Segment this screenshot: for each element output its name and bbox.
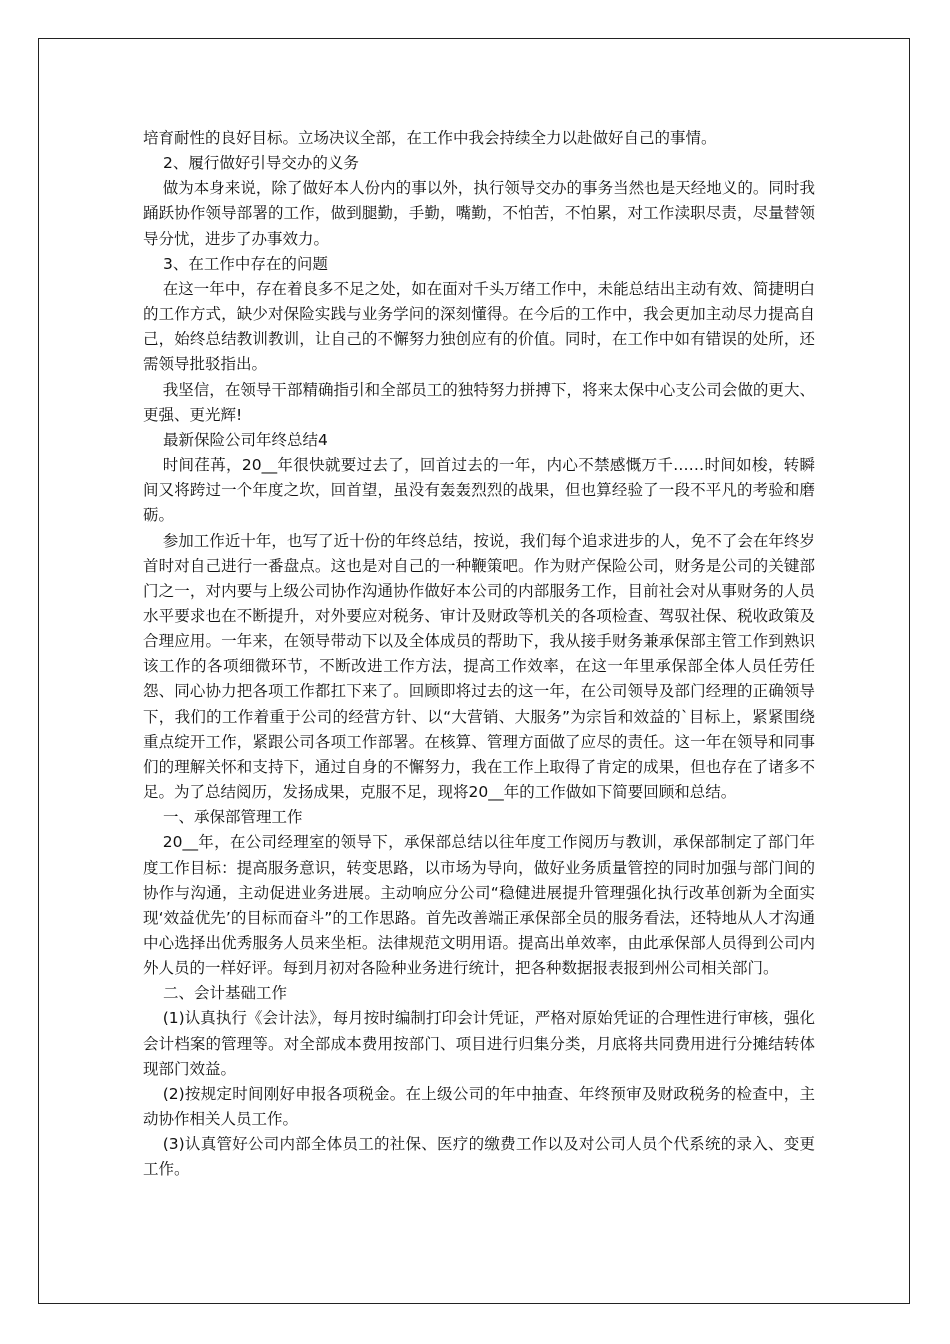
section-heading-underwriting: 一、承保部管理工作 xyxy=(163,808,303,827)
paragraph-1: 培育耐性的良好目标。立场决议全部，在工作中我会持续全力以赴做好自己的事情。 xyxy=(143,129,717,147)
paragraph-8: 时间荏苒，20__年很快就要过去了，回首过去的一年，内心不禁感慨万千……时间如梭，转瞬间又将跨过一个年度之坎，回首望，虽没有轰轰烈烈的战果，但也算经验了一段不平凡的考验和磨砺。 xyxy=(143,456,815,525)
list-item-3: (3)认真管好公司内部全体员工的社保、医疗的缴费工作以及对公司人员个代系统的录入、变更工作。 xyxy=(143,1135,815,1179)
section-heading-3-problems: 3、在工作中存在的问题 xyxy=(163,254,328,273)
paragraph-11: 20__年，在公司经理室的领导下，承保部总结以往年度工作阅历与教训，承保部制定了部门年度工作目标：提高服务意识，转变思路，以市场为导向，做好业务质量管控的同时加强与部门间的协作与沟通，主动促进业务进展。主动响应分公司“稳健进展提升管理强化执行改革创新为全面实现‘效益优先’的目标而奋斗”的工作思路。首先改善端正承保部全员的服务看法，还特地从人才沟通中心选择出优秀服务人员来坐柜。法律规范文明用语。提高出单效率，由此承保部人员得到公司内外人员的一样好评。每到月初对各险种业务进行统计，把各种数据报表报到州公司相关部门。 xyxy=(143,833,815,978)
document-body xyxy=(143,126,815,1183)
article-title-4: 最新保险公司年终总结4 xyxy=(163,430,328,449)
list-item-1: (1)认真执行《会计法》，每月按时编制打印会计凭证，严格对原始凭证的合理性进行审核，强化会计档案的管理等。对全部成本费用按部门、项目进行归集分类，月底将共同费用进行分摊结转体现部门效益。 xyxy=(143,1009,815,1078)
paragraph-3: 做为本身来说，除了做好本人份内的事以外，执行领导交办的事务当然也是天经地义的。同时我踊跃协作领导部署的工作，做到腿勤，手勤，嘴勤，不怕苦，不怕累，对工作渎职尽责，尽量替领导分忧，进步了办事效力。 xyxy=(143,179,815,248)
section-heading-accounting: 二、会计基础工作 xyxy=(163,984,288,1003)
paragraph-9: 参加工作近十年，也写了近十份的年终总结，按说，我们每个追求进步的人，免不了会在年终岁首时对自己进行一番盘点。这也是对自己的一种鞭策吧。作为财产保险公司，财务是公司的关键部门之一，对内要与上级公司协作沟通协作做好本公司的内部服务工作，目前社会对从事财务的人员水平要求也在不断提升，对外要应对税务、审计及财政等机关的各项检查、驾驭社保、税收政策及合理应用。一年来，在领导带动下以及全体成员的帮助下，我从接手财务兼承保部主管工作到熟识该工作的各项细微环节，不断改进工作方法，提高工作效率，在这一年里承保部全体人员任劳任怨、同心协力把各项工作都扛下来了。回顾即将过去的这一年，在公司领导及部门经理的正确领导下，我们的工作着重于公司的经营方针、以“大营销、大服务”为宗旨和效益的`目标上，紧紧围绕重点绽开工作，紧跟公司各项工作部署。在核算、管理方面做了应尽的责任。这一年在领导和同事们的理解关怀和支持下，通过自身的不懈努力，我在工作上取得了肯定的成果，但也存在了诸多不足。为了总结阅历，发扬成果，克服不足，现将20__年的工作做如下简要回顾和总结。 xyxy=(143,531,815,802)
paragraph-6: 我坚信，在领导干部精确指引和全部员工的独特努力拼搏下，将来太保中心支公司会做的更大、更强、更光辉! xyxy=(143,380,815,424)
section-heading-2-duties: 2、履行做好引导交办的义务 xyxy=(163,154,359,173)
paragraph-5: 在这一年中，存在着良多不足之处，如在面对千头万绪工作中，未能总结出主动有效、简捷明白的工作方式，缺少对保险实践与业务学问的深刻懂得。在今后的工作中，我会更加主动尽力提高自己，始终总结教训教训，让自己的不懈努力独创应有的价值。同时，在工作中如有错误的处所，还需领导批驳指出。 xyxy=(143,279,815,374)
list-item-2: (2)按规定时间刚好申报各项税金。在上级公司的年中抽查、年终预审及财政税务的检查中，主动协作相关人员工作。 xyxy=(143,1084,815,1129)
